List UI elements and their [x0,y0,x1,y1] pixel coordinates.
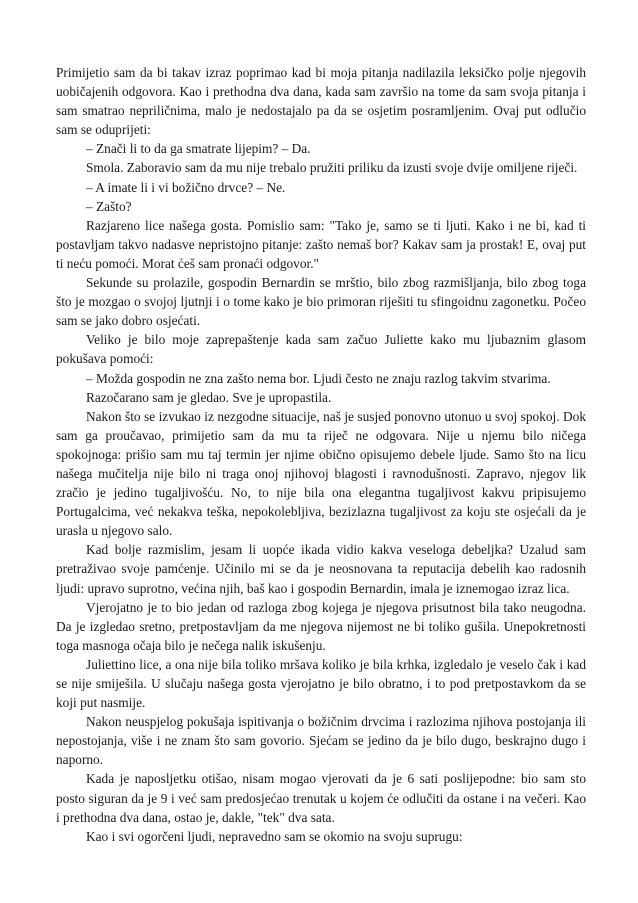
paragraph: Kada je naposljetku otišao, nisam mogao vjerovati da je 6 sati poslijepodne: bio sam sto posto siguran da je 9 i već sam predosjećao trenutak u kojem će odlučiti da ostane i na večeri. Kao i prethodna dva dana, ostao je, dakle, "tek" dva sata. [56,771,586,825]
paragraph: Nakon što se izvukao iz nezgodne situacije, naš je susjed ponovno utonuo u svoj spokoj. Dok sam ga proučavao, primijetio sam da mu ta riječ ne odgovara. Nije u njemu bilo ničega spokojnoga: prišio sam mu taj termin jer njime obično opisujemo debele ljude. Samo što na licu našega mučitelja nije bilo ni traga onoj njihovoj blagosti i ravnodušnosti. Zapravo, njegov lik zračio je jedino tugaljivošću. No, to nije bila ona elegantna tugaljivost kakvu pripisujemo Portugalcima, već nekakva teška, nepokolebljiva, bezizlazna tugaljivost za koju ste osjećali da je urasla u njegovo salo. [56,408,586,539]
paragraph: Vjerojatno je to bio jedan od razloga zbog kojega je njegova prisutnost bila tako neugodna. Da je izgledao sretno, pretpostavljam da me njegova nijemost ne bi toliko gušila. Unepokretnosti toga masnoga očaja bilo je nečega nalik iskušenju. [56,599,586,653]
paragraph: – Zašto? [86,198,132,214]
paragraph: Kao i svi ogorčeni ljudi, nepravedno sam se okomio na svoju suprugu: [86,828,463,844]
paragraph: – Možda gospodin ne zna zašto nema bor. Ljudi često ne znaju razlog takvim stvarima. [86,370,551,386]
paragraph: Razjareno lice našega gosta. Pomislio sam: "Tako je, samo se ti ljuti. Kako i ne bi, kad ti postavljam takvo nadasve nepristojno pitanje: zašto nemaš bor? Kakav sam ja prostak! E, ovaj put ti neću pomoći. Morat ćeš sam pronaći odgovor." [56,217,586,271]
paragraph: Smola. Zaboravio sam da mu nije trebalo pružiti priliku da izusti svoje dvije omiljene riječi. [86,160,578,176]
paragraph: Kad bolje razmislim, jesam li uopće ikada vidio kakva veseloga debeljka? Uzalud sam pretraživao svoje pamćenje. Učinilo mi se da je neosnovana ta reputacija debelih kao radosnih ljudi: upravo suprotno, većina njih, baš kao i gospodin Bernardin, imala je iznemogao izraz lica. [56,542,586,596]
paragraph: Veliko je bilo moje zaprepaštenje kada sam začuo Juliette kako mu ljubaznim glasom pokušava pomoći: [56,332,586,367]
paragraph: Razočarano sam je gledao. Sve je upropastila. [86,389,332,405]
paragraph: Primijetio sam da bi takav izraz poprimao kad bi moja pitanja nadilazila leksičko polje njegovih uobičajenih odgovora. Kao i prethodna dva dana, kada sam završio na tome da sam svoja pitanja i sam smatrao nepriličnima, malo je nedostajalo pa da se osjetim posramljenim. Ovaj put odlučio sam se oduprijeti: [56,65,586,138]
paragraph: – A imate li i vi božično drvce? – Ne. [86,179,286,195]
paragraph: Nakon neuspjelog pokušaja ispitivanja o božičnim drvcima i razlozima njihova postojanja ili nepostojanja, više i ne znam što sam govorio. Sjećam se jedino da je bilo dugo, beskrajno dugo i naporno. [56,714,586,768]
paragraph: Juliettino lice, a ona nije bila toliko mršava koliko je bila krhka, izgledalo je veselo čak i kad se nije smiješila. U slučaju našega gosta vjerojatno je bilo obratno, i to pod pretpostavkom da se koji put nasmije. [56,656,586,711]
paragraph: Sekunde su prolazile, gospodin Bernardin se mrštio, bilo zbog razmišljanja, bilo zbog toga što je mozgao o svojoj ljutnji i o tome kako je bio primoran riješiti tu sfingoidnu zagonetku. Počeo sam se jako dobro osjećati. [56,275,586,329]
body-text [56,63,586,846]
paragraph: – Znači li to da ga smatrate lijepim? – Da. [86,141,311,157]
